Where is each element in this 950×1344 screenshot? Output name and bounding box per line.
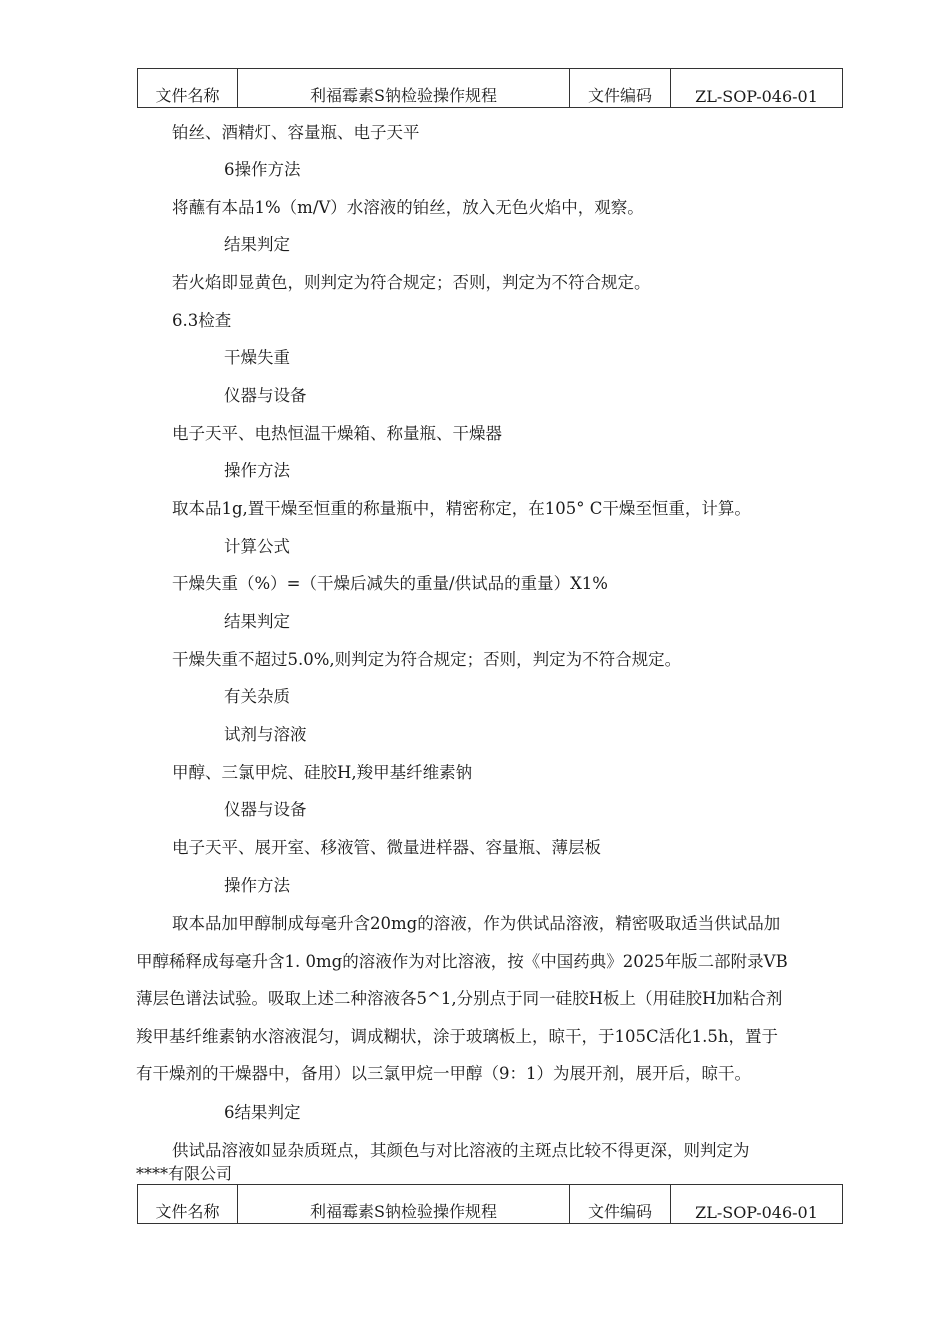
text-line: 若火焰即显黄色，则判定为符合规定；否则，判定为不符合规定。 [172,273,651,292]
header-table-bottom [137,1184,843,1224]
section-heading: 结果判定 [224,235,290,254]
text-line: 干燥失重不超过5.0%,则判定为符合规定；否则，判定为不符合规定。 [172,650,682,669]
section-heading: 操作方法 [224,876,290,895]
section-heading: 仪器与设备 [224,386,307,405]
file-name-label: 文件名称 [138,1185,238,1224]
file-code-label: 文件编码 [570,69,671,108]
section-heading: 结果判定 [224,612,290,631]
section-heading: 干燥失重 [224,348,290,367]
text-line: 供试品溶液如显杂质斑点，其颜色与对比溶液的主斑点比较不得更深，则判定为 [172,1141,750,1160]
paragraph-line: 甲醇稀释成每毫升含1. 0mg的溶液作为对比溶液，按《中国药典》2025年版二部附录VB [136,951,788,971]
paragraph-line: 取本品加甲醇制成每毫升含20mg的溶液，作为供试品溶液，精密吸取适当供试品加 [172,914,781,933]
section-heading: 计算公式 [224,537,290,556]
text-line: 将蘸有本品1%（m/V）水溶液的铂丝，放入无色火焰中，观察。 [172,198,644,217]
paragraph-line: 薄层色谱法试验。吸取上述二种溶液各5^1,分别点于同一硅胶H板上（用硅胶H加粘合剂 [136,989,783,1008]
section-heading: 操作方法 [224,461,290,480]
procedure-paragraph [136,905,848,1093]
section-heading: 6操作方法 [224,160,301,179]
section-heading: 仪器与设备 [224,800,307,819]
section-heading: 试剂与溶液 [224,725,307,744]
text-line: 铂丝、酒精灯、容量瓶、电子天平 [172,123,420,142]
paragraph-line: 有干燥剂的干燥器中，备用）以三氯甲烷一甲醇（9：1）为展开剂，展开后，晾干。 [136,1064,751,1083]
file-name-value: 利福霉素S钠检验操作规程 [238,69,570,108]
text-line: 电子天平、电热恒温干燥箱、称量瓶、干燥器 [172,424,502,443]
section-heading: 6.3检查 [172,311,232,330]
file-name-value: 利福霉素S钠检验操作规程 [238,1185,570,1224]
text-line: 电子天平、展开室、移液管、微量进样器、容量瓶、薄层板 [172,838,601,857]
section-heading: 有关杂质 [224,687,290,706]
text-line: 甲醇、三氯甲烷、硅胶H,羧甲基纤维素钠 [172,763,473,782]
section-heading: 6结果判定 [224,1103,301,1122]
header-table-top [137,68,843,108]
paragraph-line: 羧甲基纤维素钠水溶液混匀，调成糊状，涂于玻璃板上，晾干，于105C活化1.5h，置于 [136,1026,778,1046]
formula-line: 干燥失重（%）=（干燥后减失的重量/供试品的重量）X1% [172,574,608,593]
file-code-value: ZL-SOP-046-01 [671,1185,843,1224]
file-code-value: ZL-SOP-046-01 [671,69,843,108]
text-line: 取本品1g,置干燥至恒重的称量瓶中，精密称定，在105° C干燥至恒重，计算。 [172,499,751,518]
company-name: ****有限公司 [136,1164,233,1183]
file-name-label: 文件名称 [138,69,238,108]
file-code-label: 文件编码 [570,1185,671,1224]
